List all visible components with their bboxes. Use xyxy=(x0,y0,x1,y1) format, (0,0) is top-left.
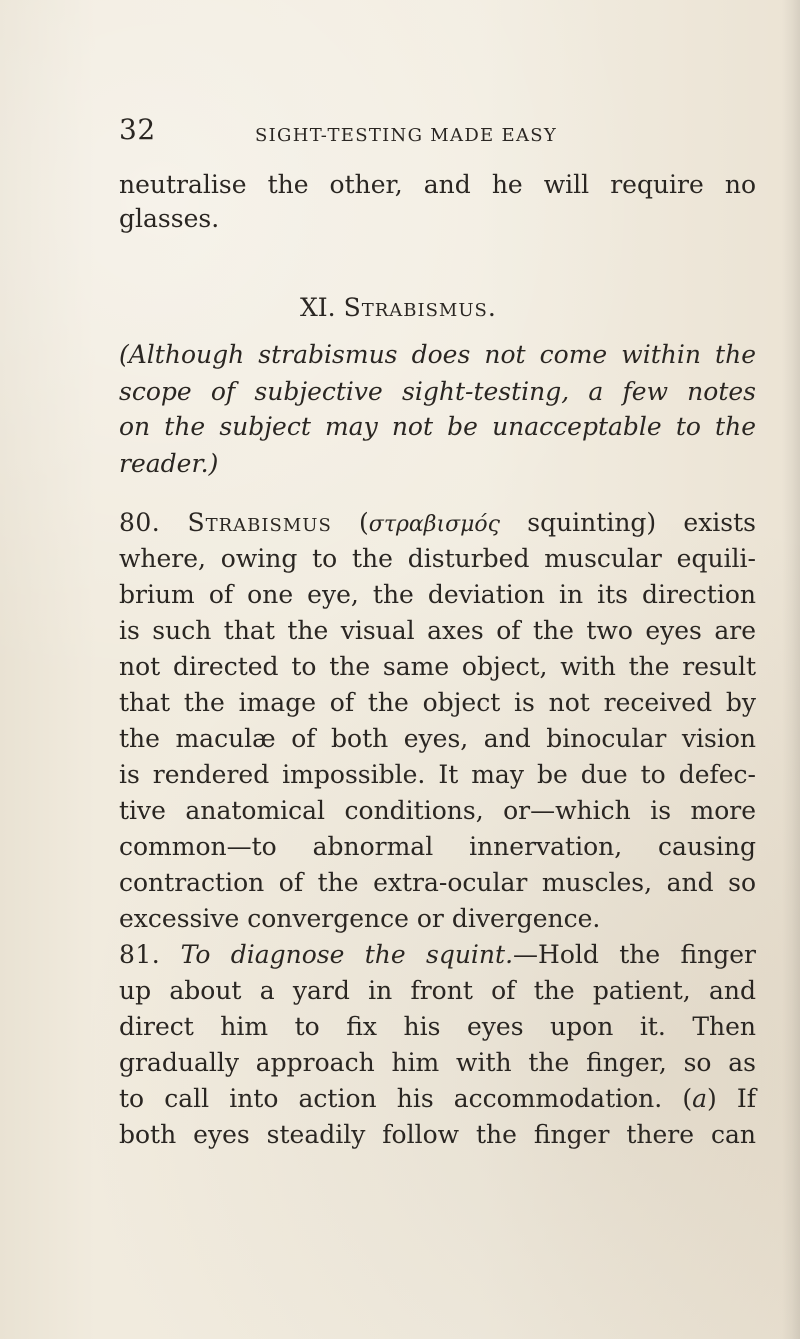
section-title: Strabismus. xyxy=(343,293,497,322)
intro-note-line-2: scope of subjective sight-testing, a few notes xyxy=(119,377,756,406)
para-80-line-4: is such that the visual axes of the two eyes are xyxy=(119,616,756,645)
para-80-line-8: is rendered impossible. It may be due to defec- xyxy=(119,760,756,789)
para-81-line-4: gradually approach him with the finger, so as xyxy=(119,1048,756,1077)
para-81-line-6: both eyes steadily follow the finger there can xyxy=(119,1120,756,1149)
para-80-line-1 xyxy=(119,510,756,536)
para-80-greek-open: ( xyxy=(359,508,369,537)
para-80-line-9: tive anatomical conditions, or—which is more xyxy=(119,796,756,825)
para-81-line-1-rest: —Hold the finger xyxy=(513,940,756,969)
page-edge-shadow xyxy=(782,0,800,1339)
intro-note-line-1: (Although strabismus does not come within the xyxy=(119,340,756,369)
section-heading xyxy=(300,295,497,320)
para-81-line-5 xyxy=(119,1086,756,1111)
prev-paragraph-line-1: neutralise the other, and he will require no xyxy=(119,170,756,199)
prev-paragraph-line-2: glasses. xyxy=(119,204,220,233)
para-81-line-5-start: to call into action his accommodation. ( xyxy=(119,1084,693,1113)
para-80-gloss: squinting) exists xyxy=(527,508,756,537)
para-80-line-2: where, owing to the disturbed muscular equili- xyxy=(119,544,756,573)
para-81-line-5-letter: a xyxy=(692,1084,707,1113)
intro-note-line-3: on the subject may not be unacceptable to the xyxy=(119,412,756,441)
para-80-line-10: common—to abnormal innervation, causing xyxy=(119,832,756,861)
para-80-line-3: brium of one eye, the deviation in its direction xyxy=(119,580,756,609)
para-80-number: 80. xyxy=(119,508,161,537)
page-number: 32 xyxy=(119,113,156,146)
para-80-greek-word: στραβισμός xyxy=(368,512,501,537)
para-80-term: Strabismus xyxy=(187,508,332,537)
para-80-line-7: the maculæ of both eyes, and binocular vision xyxy=(119,724,756,753)
para-81-line-2: up about a yard in front of the patient, and xyxy=(119,976,756,1005)
para-80-line-11: contraction of the extra-ocular muscles, and so xyxy=(119,868,756,897)
running-head: SIGHT-TESTING MADE EASY xyxy=(255,125,558,146)
para-81-italic-title: To diagnose the squint. xyxy=(180,940,514,969)
para-80-line-5: not directed to the same object, with the result xyxy=(119,652,756,681)
section-numeral: XI. xyxy=(300,293,336,322)
para-81-line-1 xyxy=(119,942,756,967)
intro-note-line-4: reader.) xyxy=(119,449,219,478)
para-80-line-12: excessive convergence or divergence. xyxy=(119,904,601,933)
para-81-number: 81. xyxy=(119,940,161,969)
para-81-line-5-end: ) If xyxy=(707,1084,756,1113)
para-80-line-6: that the image of the object is not received by xyxy=(119,688,756,717)
para-81-line-3: direct him to fix his eyes upon it. Then xyxy=(119,1012,756,1041)
